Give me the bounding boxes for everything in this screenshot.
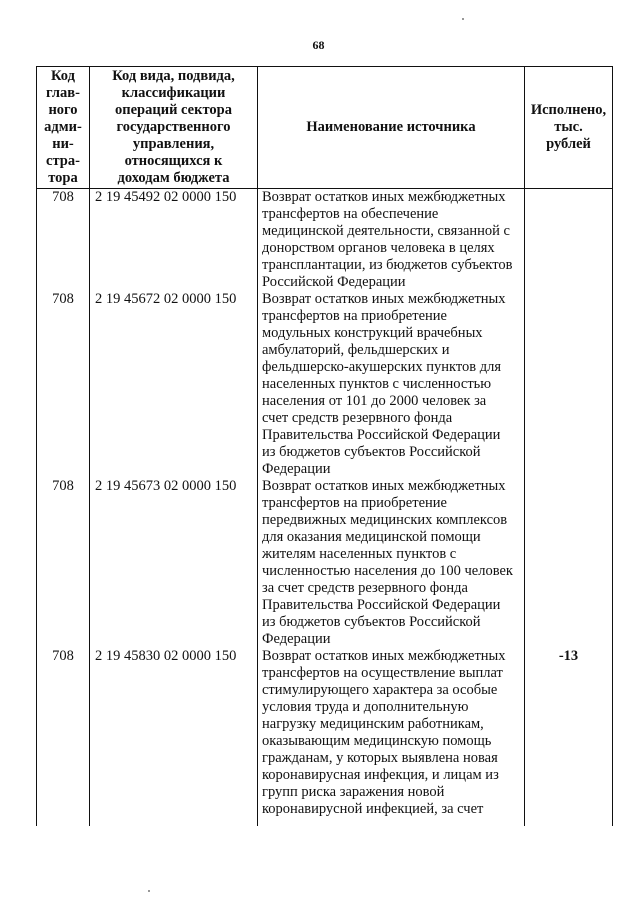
table-filler-row: [37, 818, 613, 826]
source-name-line: групп риска заражения новой: [262, 784, 445, 800]
source-name-line: стимулирующего характера за особые: [262, 682, 498, 698]
table-row: [37, 478, 613, 648]
amount-cell: [525, 291, 613, 478]
header-amount-line: Исполнено,: [530, 102, 607, 118]
source-name-line: фельдшерско-акушерских пунктов для: [262, 359, 501, 375]
header-admin-line: ного: [48, 102, 78, 118]
source-name-line: амбулаторий, фельдшерских и: [262, 342, 450, 358]
table-row: [37, 189, 613, 292]
source-name-line: трансплантации, из бюджетов субъектов: [262, 257, 513, 273]
header-row: [37, 67, 613, 189]
admin-code-cell: 708: [37, 189, 90, 292]
header-code-line: управления,: [132, 136, 215, 152]
source-name-cell: [258, 189, 525, 292]
source-name-line: коронавирусная инфекция, и лицам из: [262, 767, 499, 783]
source-name-line: Возврат остатков иных межбюджетных: [262, 478, 506, 494]
header-source-name: Наименование источника: [258, 67, 525, 189]
source-name-line: медицинской деятельности, связанной с: [262, 223, 510, 239]
source-name-line: трансфертов на обеспечение: [262, 206, 439, 222]
header-classification-code: [90, 67, 258, 189]
header-code-line: государственного: [116, 119, 231, 135]
source-name-cell: [258, 291, 525, 478]
header-code-line: классификации: [121, 85, 226, 101]
table-body: [37, 189, 613, 827]
source-name-line: Правительства Российской Федерации: [262, 427, 501, 443]
header-admin-line: глав-: [46, 85, 80, 101]
source-name-line: Возврат остатков иных межбюджетных: [262, 189, 506, 205]
amount-cell: -13: [525, 648, 613, 818]
source-name-line: из бюджетов субъектов Российской: [262, 614, 481, 630]
header-admin-code: [37, 67, 90, 189]
source-name-line: трансфертов на осуществление выплат: [262, 665, 503, 681]
source-name-cell: [258, 478, 525, 648]
header-admin-line: адми-: [44, 119, 82, 135]
scan-speck: [462, 18, 464, 20]
source-name-line: численностью населения до 100 человек: [262, 563, 513, 579]
table-row: [37, 291, 613, 478]
source-name-line: оказывающим медицинскую помощь: [262, 733, 492, 749]
source-name-line: трансфертов на приобретение: [262, 308, 447, 324]
source-name-line: Возврат остатков иных межбюджетных: [262, 291, 506, 307]
source-name-line: счет средств резервного фонда: [262, 410, 453, 426]
admin-code-cell: 708: [37, 648, 90, 818]
source-name-line: жителям населенных пунктов с: [262, 546, 457, 562]
header-admin-line: ни-: [52, 136, 74, 152]
amount-cell: [525, 189, 613, 292]
source-name-line: населения от 101 до 2000 человек за: [262, 393, 487, 409]
source-name-line: условия труда и дополнительную: [262, 699, 469, 715]
admin-code-cell: 708: [37, 478, 90, 648]
source-name-line: донорством органов человека в целях: [262, 240, 495, 256]
header-executed-amount: [525, 67, 613, 189]
header-admin-line: стра-: [46, 153, 80, 169]
classification-code-cell: 2 19 45492 02 0000 150: [90, 189, 258, 292]
source-name-line: модульных конструкций врачебных: [262, 325, 483, 341]
source-name-line: за счет средств резервного фонда: [262, 580, 468, 596]
source-name-line: населенных пунктов с численностью: [262, 376, 492, 392]
header-code-line: доходам бюджета: [117, 170, 230, 186]
filler-cell: [37, 818, 90, 826]
source-name-line: Возврат остатков иных межбюджетных: [262, 648, 506, 664]
source-name-line: из бюджетов субъектов Российской: [262, 444, 481, 460]
source-name-line: Российской Федерации: [262, 274, 406, 290]
source-name-line: передвижных медицинских комплексов: [262, 512, 508, 528]
scan-speck: [148, 890, 150, 892]
budget-sources-table: [36, 66, 613, 826]
header-amount-line: тыс.: [554, 119, 583, 135]
source-name-line: Правительства Российской Федерации: [262, 597, 501, 613]
source-name-line: гражданам, у которых выявлена новая: [262, 750, 498, 766]
page-number: 68: [312, 38, 325, 52]
classification-code-cell: 2 19 45673 02 0000 150: [90, 478, 258, 648]
source-name-cell: [258, 648, 525, 818]
admin-code-cell: 708: [37, 291, 90, 478]
source-name-line: коронавирусной инфекцией, за счет: [262, 801, 484, 817]
header-admin-line: Код: [51, 68, 75, 84]
filler-cell: [90, 818, 258, 826]
filler-cell: [525, 818, 613, 826]
header-admin-line: тора: [48, 170, 78, 186]
header-amount-line: рублей: [546, 136, 591, 152]
amount-cell: [525, 478, 613, 648]
header-code-line: относящихся к: [124, 153, 223, 169]
table-header: [37, 67, 613, 189]
source-name-line: нагрузку медицинским работникам,: [262, 716, 484, 732]
filler-cell: [258, 818, 525, 826]
classification-code-cell: 2 19 45672 02 0000 150: [90, 291, 258, 478]
classification-code-cell: 2 19 45830 02 0000 150: [90, 648, 258, 818]
source-name-line: трансфертов на приобретение: [262, 495, 447, 511]
source-name-line: Федерации: [262, 461, 331, 477]
source-name-line: для оказания медицинской помощи: [262, 529, 481, 545]
header-code-line: Код вида, подвида,: [112, 68, 235, 84]
source-name-line: Федерации: [262, 631, 331, 647]
table-row: [37, 648, 613, 818]
header-code-line: операций сектора: [115, 102, 232, 118]
